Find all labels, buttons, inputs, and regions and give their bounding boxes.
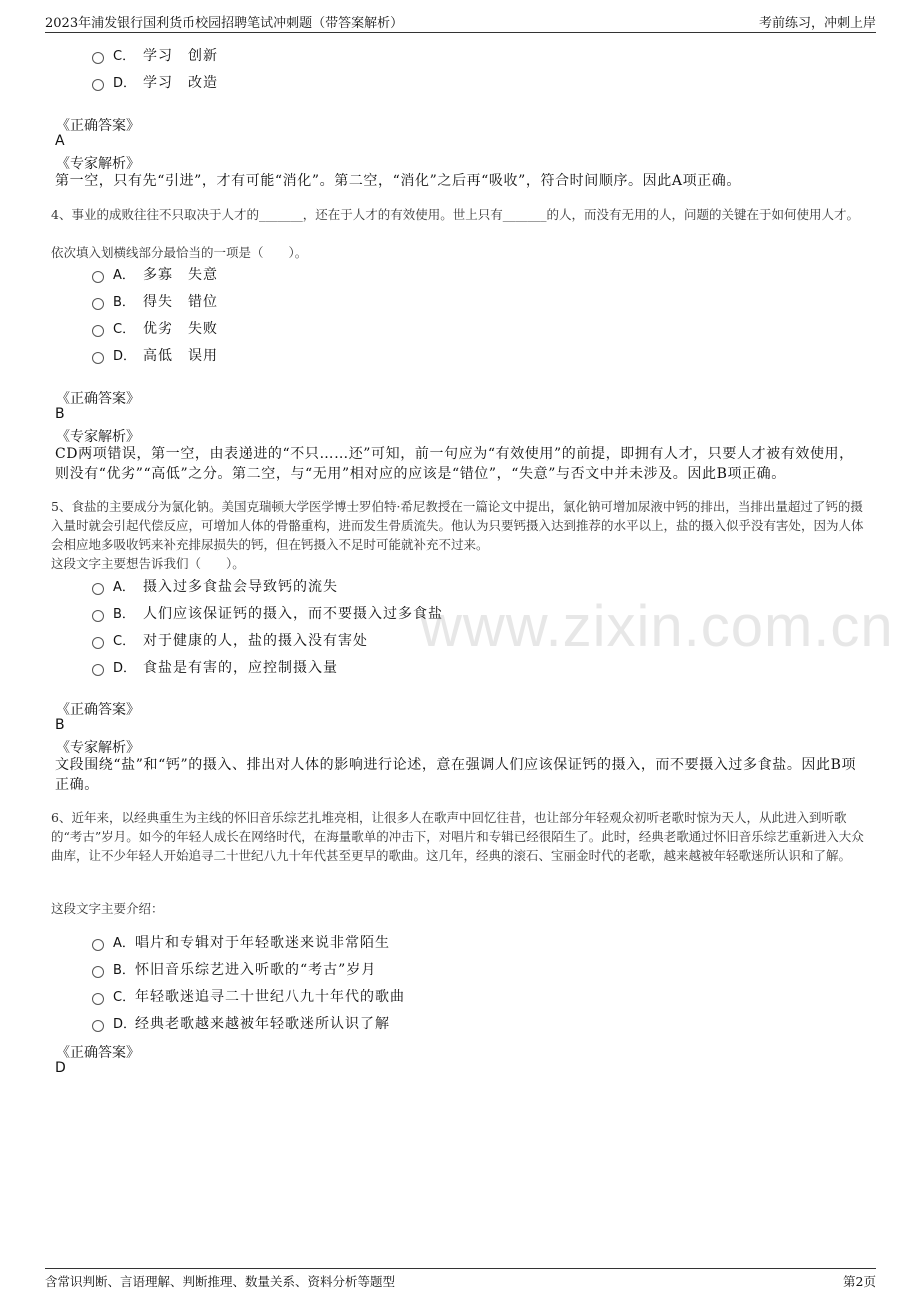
answer-label: 《正确答案》 <box>56 118 140 134</box>
q6-option-c[interactable]: C．年轻歌迷追寻二十世纪八九十年代的歌曲 <box>92 986 405 1008</box>
radio-icon[interactable] <box>92 271 104 283</box>
radio-icon[interactable] <box>92 939 104 951</box>
q5-option-b[interactable]: B． 人们应该保证钙的摄入，而不要摄入过多食盐 <box>92 603 443 625</box>
radio-icon[interactable] <box>92 966 104 978</box>
answer-value: D <box>55 1060 66 1076</box>
analysis-text: 第一空，只有先“引进”，才有可能“消化”。第二空，“消化”之后再“吸收”，符合时间顺序。因此A项正确。 <box>55 173 741 189</box>
answer-value: A <box>55 133 65 149</box>
analysis-label: 《专家解析》 <box>56 429 140 445</box>
q5-option-c[interactable]: C． 对于健康的人，盐的摄入没有害处 <box>92 630 368 652</box>
page-header <box>45 10 876 33</box>
analysis-text: 文段围绕“盐”和“钙”的摄入、排出对人体的影响进行论述，意在强调人们应该保证钙的摄入，而不要摄入过多食盐。因此B项正确。 <box>55 757 857 793</box>
radio-icon[interactable] <box>92 610 104 622</box>
q4-stem: 4、事业的成败往往不只取决于人才的_______，还在于人才的有效使用。世上只有_______的人，而没有无用的人，问题的关键在于如何使用人才。 <box>51 207 859 222</box>
analysis-label: 《专家解析》 <box>56 156 140 172</box>
radio-icon[interactable] <box>92 298 104 310</box>
radio-icon[interactable] <box>92 52 104 64</box>
answer-value: B <box>55 717 65 733</box>
q5-stem: 5、食盐的主要成分为氯化钠。美国克瑞顿大学医学博士罗伯特·希尼教授在一篇论文中提出，氯化钠可增加尿液中钙的排出，当排出量超过了钙的摄入量时就会引起代偿反应，可增加人体的骨骼重构，进而发生骨质流失。他认为只要钙摄入达到推荐的水平以上，盐的摄入似乎没有害处，因为人体会相应地多吸收钙来补充排尿损失的钙，但在钙摄入不足时可能就补充不过来。 <box>51 499 864 552</box>
watermark: www.zixin.com.cn <box>420 594 894 659</box>
radio-icon[interactable] <box>92 352 104 364</box>
header-slogan: 考前练习，冲刺上岸 <box>758 16 876 31</box>
q4-option-b[interactable]: B． 得失 错位 <box>92 291 218 313</box>
q4-option-d[interactable]: D． 高低 误用 <box>92 345 218 367</box>
q6-option-a[interactable]: A．唱片和专辑对于年轻歌迷来说非常陌生 <box>92 932 390 954</box>
radio-icon[interactable] <box>92 79 104 91</box>
analysis-label: 《专家解析》 <box>56 740 140 756</box>
q3-option-c[interactable]: C． 学习 创新 <box>92 45 218 67</box>
footer-topics: 含常识判断、言语理解、判断推理、数量关系、资料分析等题型 <box>45 1274 396 1289</box>
q6-option-b[interactable]: B．怀旧音乐综艺进入听歌的“考古”岁月 <box>92 959 376 981</box>
q3-option-d[interactable]: D． 学习 改造 <box>92 72 218 94</box>
page-footer <box>45 1268 876 1293</box>
radio-icon[interactable] <box>92 583 104 595</box>
answer-label: 《正确答案》 <box>56 1045 140 1061</box>
page-number: 第2页 <box>843 1274 876 1289</box>
q5-instruction: 这段文字主要想告诉我们（ ）。 <box>51 556 245 571</box>
answer-label: 《正确答案》 <box>56 702 140 718</box>
answer-label: 《正确答案》 <box>56 391 140 407</box>
radio-icon[interactable] <box>92 637 104 649</box>
q6-option-d[interactable]: D．经典老歌越来越被年轻歌迷所认识了解 <box>92 1013 390 1035</box>
radio-icon[interactable] <box>92 664 104 676</box>
q5-option-a[interactable]: A． 摄入过多食盐会导致钙的流失 <box>92 576 338 598</box>
q4-instruction: 依次填入划横线部分最恰当的一项是（ ）。 <box>51 245 308 260</box>
q4-option-a[interactable]: A． 多寡 失意 <box>92 264 218 286</box>
analysis-text: CD两项错误，第一空，由表递进的“不只……还”可知，前一句应为“有效使用”的前提，即拥有人才，只要人才被有效使用，则没有“优劣”“高低”之分。第二空，与“无用”相对应的应该是“错位”，“失意”与否文中并未涉及。因此B项正确。 <box>55 446 854 482</box>
answer-value: B <box>55 406 65 422</box>
document-title: 2023年浦发银行国利货币校园招聘笔试冲刺题（带答案解析） <box>45 16 404 31</box>
radio-icon[interactable] <box>92 325 104 337</box>
q6-stem: 6、近年来，以经典重生为主线的怀旧音乐综艺扎堆亮相，让很多人在歌声中回忆往昔，也让部分年轻观众初听老歌时惊为天人，从此进入到听歌的“考古”岁月。如今的年轻人成长在网络时代，在海量歌单的冲击下，对唱片和专辑已经很陌生了。此时，经典老歌通过怀旧音乐综艺重新进入大众曲库，让不少年轻人开始追寻二十世纪八九十年代甚至更早的歌曲。这几年，经典的滚石、宝丽金时代的老歌，越来越被年轻歌迷所认识和了解。 <box>51 810 864 863</box>
q6-instruction: 这段文字主要介绍： <box>51 901 164 916</box>
q5-option-d[interactable]: D． 食盐是有害的，应控制摄入量 <box>92 657 338 679</box>
q4-option-c[interactable]: C． 优劣 失败 <box>92 318 218 340</box>
radio-icon[interactable] <box>92 1020 104 1032</box>
radio-icon[interactable] <box>92 993 104 1005</box>
